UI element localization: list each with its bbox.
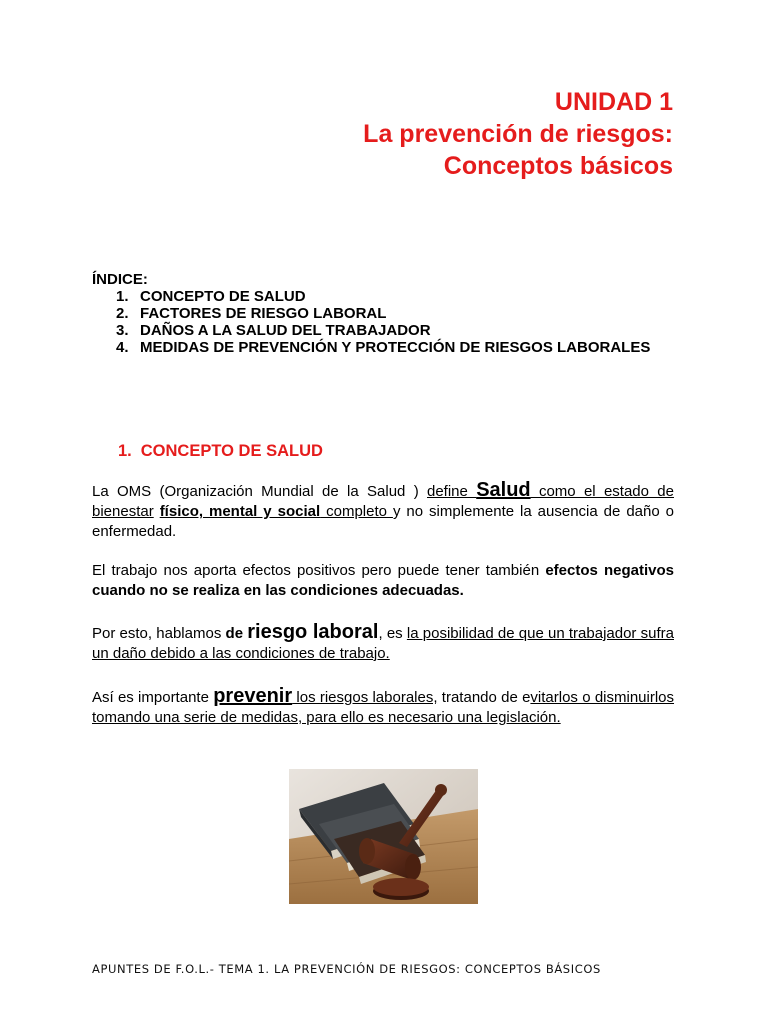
paragraph-prevenir: [92, 686, 674, 728]
text-run: Por esto, hablamos: [92, 625, 226, 642]
index-item-text: CONCEPTO DE SALUD: [140, 288, 306, 305]
index-item: [92, 339, 650, 356]
index-item-text: FACTORES DE RIESGO LABORAL: [140, 305, 387, 322]
bold-text: de: [225, 625, 248, 642]
underlined-text: como el estado de bienestar: [92, 483, 674, 520]
section-number: 1.: [118, 442, 132, 460]
underlined-text: completo: [320, 503, 393, 520]
text-run: , es: [378, 625, 407, 642]
underlined-text: los riesgos laborales,: [292, 689, 438, 706]
keyword-salud: Salud: [476, 479, 531, 501]
paragraph-negative-effects: [92, 561, 674, 601]
underlined-text: vitarlos o disminuirlos tomando una serie de medidas, para ello es necesario una legislación.: [92, 689, 675, 726]
text-run: El trabajo nos aporta efectos positivos pero puede tener también: [92, 562, 546, 579]
underlined-text: la posibilidad de que un trabajador sufra un daño debido a las condiciones de trabajo.: [92, 625, 674, 662]
text-run: Así es importante: [92, 689, 214, 706]
paragraph-riesgo-laboral: [92, 622, 674, 664]
paragraph-oms-definition: [92, 480, 674, 542]
index-item-text: MEDIDAS DE PREVENCIÓN Y PROTECCIÓN DE RIESGOS LABORALES: [140, 339, 651, 356]
index-label: ÍNDICE:: [92, 271, 148, 288]
title-line-2: Conceptos básicos: [443, 152, 673, 180]
index-item-number: 2.: [116, 305, 129, 322]
section-heading: [118, 442, 323, 461]
keyword-physical-mental-social: físico, mental y social: [159, 503, 321, 520]
index-item: [92, 322, 650, 339]
bold-text: efectos negativos cuando no se realiza en las condiciones adecuadas.: [92, 562, 674, 599]
index-item-number: 4.: [116, 339, 129, 356]
underlined-text: define: [427, 483, 477, 500]
index-item-text: DAÑOS A LA SALUD DEL TRABAJADOR: [140, 322, 431, 339]
index-item-number: 3.: [116, 322, 129, 339]
gavel-books-photo: [289, 769, 478, 904]
keyword-riesgo-laboral: riesgo laboral: [247, 621, 379, 643]
document-title: [363, 86, 673, 182]
text-run: La OMS (Organización Mundial de la Salud ): [92, 483, 427, 500]
text-run: tratando de e: [437, 689, 531, 706]
gavel-books-illustration: [289, 769, 478, 904]
section-title: CONCEPTO DE SALUD: [140, 442, 323, 460]
unit-label: UNIDAD 1: [554, 88, 673, 116]
page-footer: APUNTES DE F.O.L.- TEMA 1. LA PREVENCIÓN DE RIESGOS: CONCEPTOS BÁSICOS: [92, 962, 601, 976]
text-run: y no simplemente la ausencia de daño o enfermedad.: [92, 503, 675, 540]
index-item: [92, 305, 650, 322]
title-line-1: La prevención de riesgos:: [363, 120, 673, 148]
keyword-prevenir: prevenir: [213, 685, 293, 707]
index-item-number: 1.: [116, 288, 129, 305]
table-of-contents: [92, 271, 650, 356]
index-item: [92, 288, 650, 305]
